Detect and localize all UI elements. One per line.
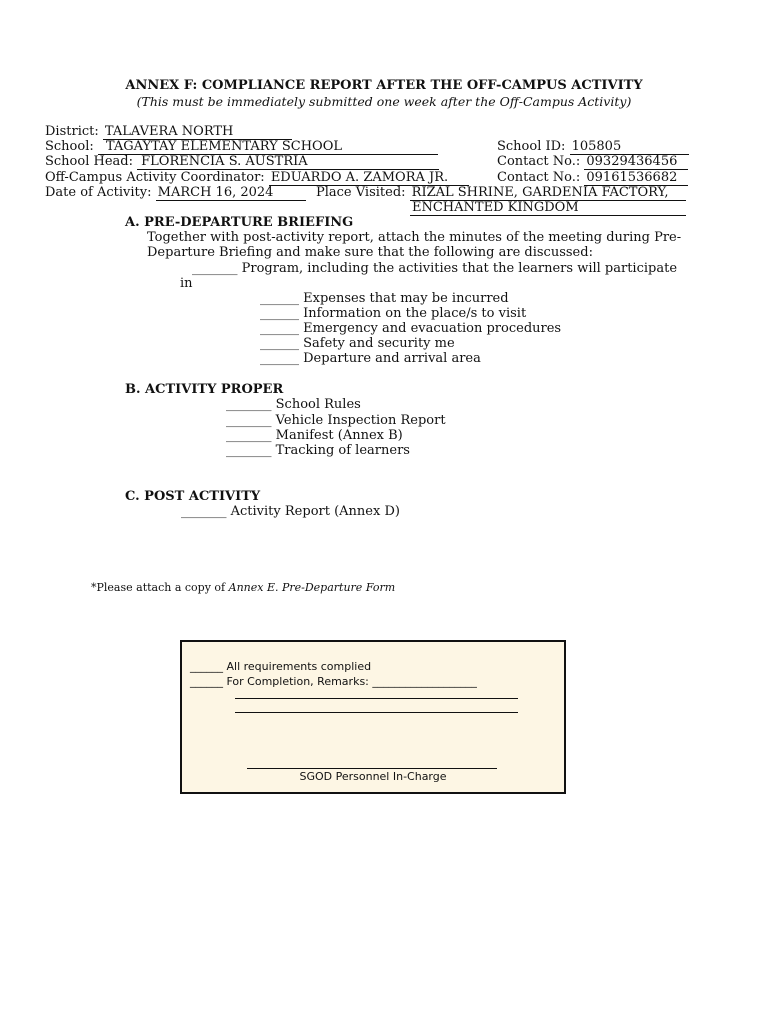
page-title: ANNEX F: COMPLIANCE REPORT AFTER THE OFF-CAMPUS ACTIVITY — [125, 78, 643, 93]
date-value: MARCH 16, 2024 — [156, 185, 306, 201]
checklist-item: ______ Emergency and evacuation procedures — [260, 321, 562, 336]
section-a-intro-2: Departure Briefing and make sure that the following are discussed: — [147, 245, 593, 260]
checklist-item: _______ Manifest (Annex B) — [226, 428, 403, 443]
section-a-heading: A. PRE-DEPARTURE BRIEFING — [125, 215, 354, 230]
contact2-label: Contact No.: — [497, 170, 581, 185]
checklist-item: _______ School Rules — [226, 397, 361, 412]
contact1-value: 09329436456 — [584, 154, 688, 170]
checklist-item-program-cont: in — [180, 276, 193, 291]
checklist-item: ______ Information on the place/s to visit — [260, 306, 527, 321]
place-value-2: ENCHANTED KINGDOM — [410, 200, 686, 216]
district-label: District: — [45, 124, 99, 139]
checklist-item: _______ Vehicle Inspection Report — [226, 413, 446, 428]
checklist-item: ______ Safety and security me — [260, 336, 455, 351]
contact2-value: 09161536682 — [584, 170, 688, 186]
school-head-row — [45, 154, 439, 170]
contact2-row — [497, 170, 688, 186]
note-prefix: *Please attach a copy of — [91, 581, 229, 594]
note-emphasis: Annex E. Pre-Departure Form — [228, 581, 396, 594]
section-c-heading: C. POST ACTIVITY — [125, 489, 261, 504]
remarks-line — [235, 698, 518, 699]
section-a-intro-1: Together with post-activity report, attach the minutes of the meeting during Pre- — [147, 230, 682, 245]
district-row — [45, 124, 292, 140]
school-id-value: 105805 — [570, 139, 689, 155]
contact1-label: Contact No.: — [497, 154, 581, 169]
date-row — [45, 185, 306, 201]
attachment-note — [91, 580, 395, 595]
place-label: Place Visited: — [316, 185, 406, 200]
school-value: TAGAYTAY ELEMENTARY SCHOOL — [98, 139, 438, 155]
coordinator-label: Off-Campus Activity Coordinator: — [45, 170, 265, 185]
school-id-row — [497, 139, 689, 155]
school-label: School: — [45, 139, 94, 154]
place-value-1: RIZAL SHRINE, GARDENIA FACTORY, — [410, 185, 686, 201]
coordinator-row — [45, 170, 469, 186]
remarks-line — [235, 712, 518, 713]
section-b-heading: B. ACTIVITY PROPER — [125, 382, 284, 397]
school-row — [45, 139, 438, 155]
place-row — [316, 185, 686, 201]
sgod-remarks-box — [180, 640, 566, 794]
checklist-item: _______ Activity Report (Annex D) — [181, 504, 400, 519]
school-id-label: School ID: — [497, 139, 566, 154]
school-head-label: School Head: — [45, 154, 133, 169]
page-subtitle: (This must be immediately submitted one week after the Off-Campus Activity) — [136, 94, 632, 109]
contact1-row — [497, 154, 688, 170]
checklist-item: ______ Expenses that may be incurred — [260, 291, 509, 306]
checklist-item: ______ Departure and arrival area — [260, 351, 481, 366]
checklist-item: _______ Tracking of learners — [226, 443, 410, 458]
place-row-2 — [410, 200, 686, 216]
coordinator-value: EDUARDO A. ZAMORA JR. — [269, 170, 469, 186]
checklist-item-program: _______ Program, including the activities that the learners will participate — [192, 261, 678, 276]
signature-label: SGOD Personnel In-Charge — [299, 770, 447, 783]
school-head-value: FLORENCIA S. AUSTRIA — [137, 154, 439, 170]
date-label: Date of Activity: — [45, 185, 152, 200]
box-item-complied: ______ All requirements complied — [190, 660, 372, 673]
district-value: TALAVERA NORTH — [103, 124, 292, 140]
box-item-completion: ______ For Completion, Remarks: ___________________ — [190, 675, 477, 688]
